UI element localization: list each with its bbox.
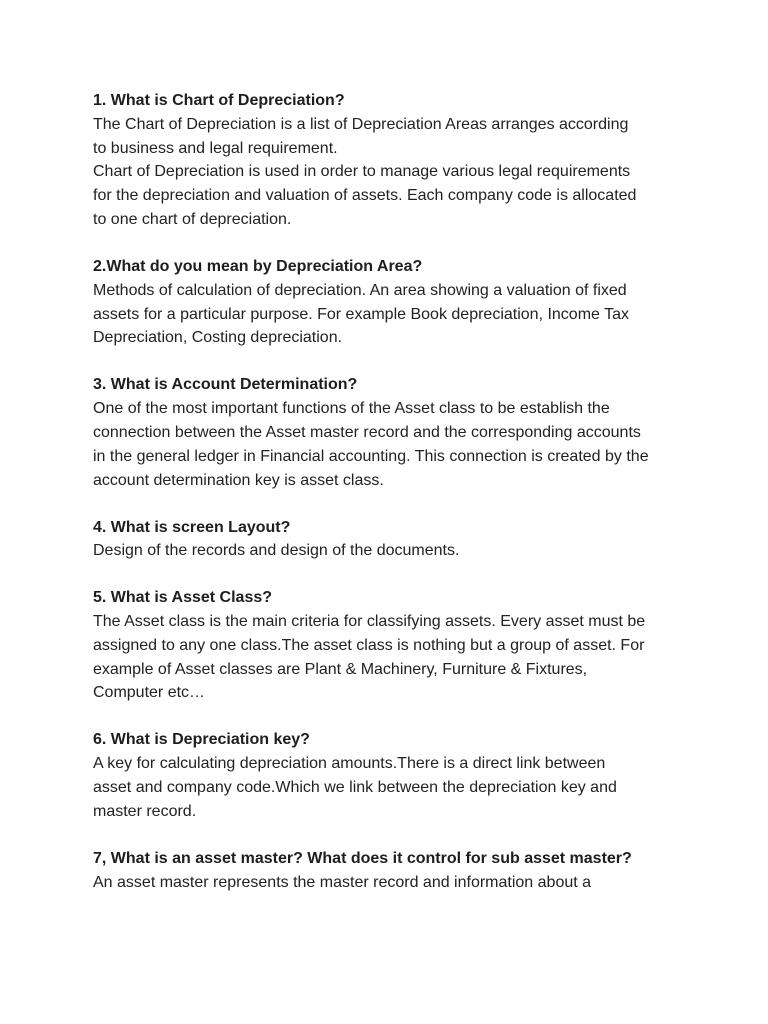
- answer-line: for the depreciation and valuation of assets. Each company code is allocated: [93, 187, 637, 205]
- answer-line: Design of the records and design of the documents.: [93, 542, 460, 560]
- qa-item-4: [93, 516, 693, 564]
- question-heading: 3. What is Account Determination?: [93, 376, 358, 394]
- answer-line: to business and legal requirement.: [93, 139, 338, 157]
- qa-item-3: [93, 373, 693, 492]
- answer-line: master record.: [93, 802, 197, 820]
- answer-text: [93, 610, 693, 705]
- answer-text: [93, 871, 693, 895]
- answer-text: [93, 752, 693, 823]
- qa-item-1: [93, 89, 693, 232]
- answer-line: assigned to any one class.The asset class is nothing but a group of asset. For: [93, 636, 645, 654]
- answer-line: The Asset class is the main criteria for classifying assets. Every asset must be: [93, 613, 646, 631]
- qa-item-5: [93, 586, 693, 705]
- answer-line: to one chart of depreciation.: [93, 210, 292, 228]
- qa-item-6: [93, 728, 693, 823]
- question-heading: 6. What is Depreciation key?: [93, 731, 310, 749]
- answer-line: Depreciation, Costing depreciation.: [93, 329, 343, 347]
- answer-line: asset and company code.Which we link between the depreciation key and: [93, 779, 617, 797]
- answer-line: Chart of Depreciation is used in order to manage various legal requirements: [93, 163, 631, 181]
- answer-text: [93, 539, 693, 563]
- question-heading: 7, What is an asset master? What does it control for sub asset master?: [93, 849, 632, 867]
- answer-line: The Chart of Depreciation is a list of Depreciation Areas arranges according: [93, 115, 629, 133]
- answer-line: One of the most important functions of the Asset class to be establish the: [93, 400, 610, 418]
- qa-item-7: [93, 847, 693, 895]
- question-heading: 1. What is Chart of Depreciation?: [93, 92, 345, 109]
- question-heading: 2.What do you mean by Depreciation Area?: [93, 257, 423, 275]
- answer-text: [93, 113, 693, 232]
- answer-line: A key for calculating depreciation amounts.There is a direct link between: [93, 755, 606, 773]
- answer-line: Computer etc…: [93, 684, 206, 702]
- question-heading: 4. What is screen Layout?: [93, 518, 291, 536]
- answer-line: example of Asset classes are Plant & Machinery, Furniture & Fixtures,: [93, 660, 588, 678]
- document-body: [93, 89, 693, 918]
- answer-text: [93, 397, 693, 492]
- question-heading: 5. What is Asset Class?: [93, 589, 273, 607]
- answer-line: An asset master represents the master record and information about a: [93, 873, 592, 891]
- qa-item-2: [93, 255, 693, 350]
- answer-line: connection between the Asset master record and the corresponding accounts: [93, 423, 641, 441]
- answer-line: in the general ledger in Financial accounting. This connection is created by the: [93, 447, 649, 465]
- answer-text: [93, 279, 693, 350]
- answer-line: account determination key is asset class.: [93, 471, 384, 489]
- answer-line: assets for a particular purpose. For example Book depreciation, Income Tax: [93, 305, 629, 323]
- answer-line: Methods of calculation of depreciation. An area showing a valuation of fixed: [93, 281, 627, 299]
